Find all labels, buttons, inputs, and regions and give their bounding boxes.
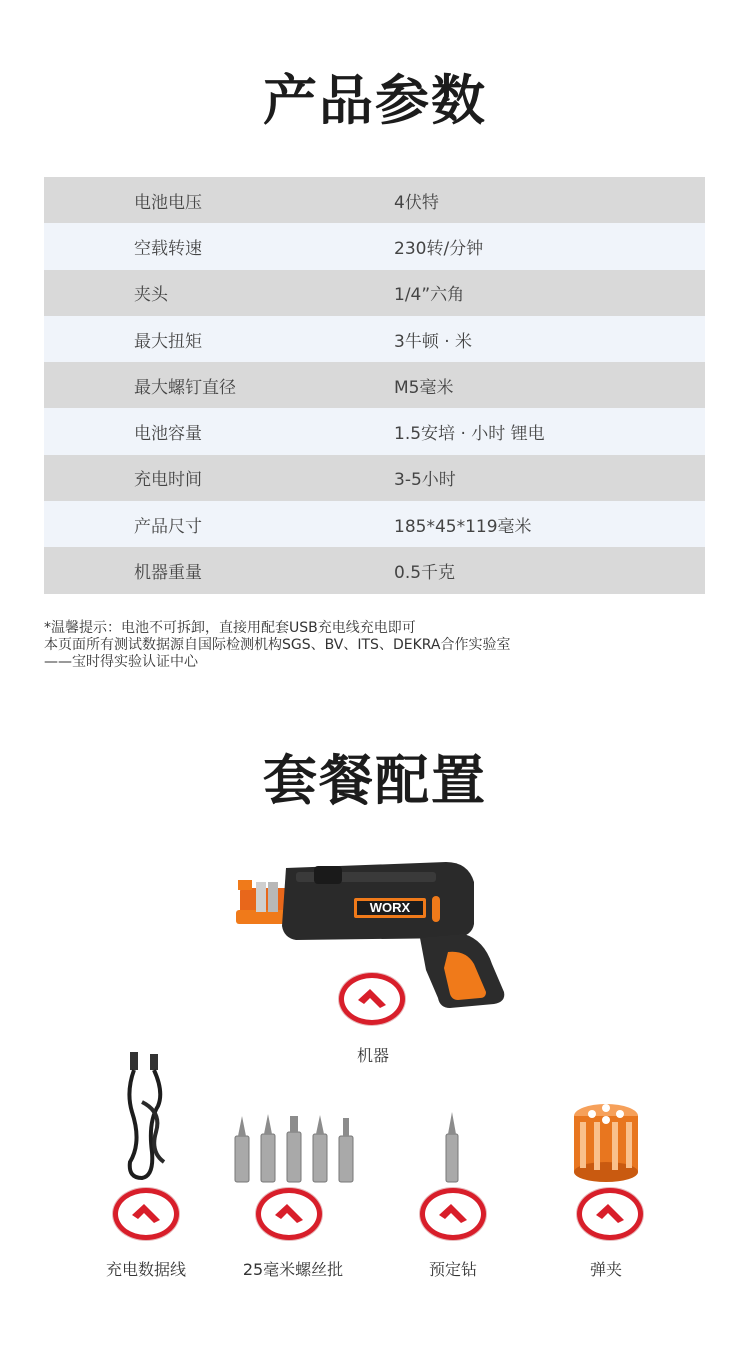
spec-row <box>44 223 705 269</box>
spec-row <box>44 316 705 362</box>
spec-row <box>44 547 705 593</box>
spec-label: 电池容量 <box>134 424 202 445</box>
item-caption-cable: 充电数据线 <box>105 1260 186 1279</box>
note-line: *温馨提示：电池不可拆卸，直接用配套USB充电线充电即可 <box>44 620 416 636</box>
spec-label: 最大螺钉直径 <box>134 377 236 398</box>
spec-value: 1/4”六角 <box>394 285 465 306</box>
badge-bits <box>256 1188 322 1240</box>
spec-row <box>44 455 705 501</box>
badge-main <box>339 973 405 1025</box>
notes <box>44 620 510 671</box>
spec-table <box>44 177 705 594</box>
spec-label: 机器重量 <box>134 563 202 584</box>
spec-row <box>44 362 705 408</box>
spec-row <box>44 501 705 547</box>
spec-value: 3牛顿 · 米 <box>394 331 473 352</box>
spec-row <box>44 408 705 454</box>
spec-value: M5毫米 <box>394 377 454 398</box>
spec-label: 产品尺寸 <box>134 516 202 537</box>
badge-cable <box>113 1188 179 1240</box>
spec-value: 3-5小时 <box>394 470 456 491</box>
section-title-package: 套餐配置 <box>263 749 487 812</box>
note-line: 本页面所有测试数据源自国际检测机构SGS、BV、ITS、DEKRA合作实验室 <box>44 637 511 653</box>
drill-bit-image <box>440 1110 464 1184</box>
spec-value: 185*45*119毫米 <box>394 516 532 537</box>
bits-image <box>230 1112 360 1184</box>
item-caption-magazine: 弹夹 <box>589 1260 622 1279</box>
spec-label: 夹头 <box>134 285 168 306</box>
spec-row <box>44 177 705 223</box>
spec-row <box>44 270 705 316</box>
spec-value: 230转/分钟 <box>394 238 484 259</box>
note-line: ——宝时得实验认证中心 <box>44 654 198 670</box>
badge-drill-bit <box>420 1188 486 1240</box>
spec-value: 4伏特 <box>394 192 439 213</box>
magazine-image <box>568 1102 644 1182</box>
spec-label: 充电时间 <box>134 470 202 491</box>
spec-label: 空载转速 <box>134 238 202 259</box>
item-caption-bits: 25毫米螺丝批 <box>242 1260 344 1279</box>
brand-logo: WORX <box>369 900 411 915</box>
item-caption-drill-bit: 预定钻 <box>428 1260 477 1279</box>
section-title-params: 产品参数 <box>263 69 487 132</box>
usb-cable-image <box>112 1052 182 1184</box>
spec-value: 1.5安培 · 小时 锂电 <box>394 424 545 445</box>
spec-value: 0.5千克 <box>394 563 456 584</box>
spec-label: 电池电压 <box>134 192 202 213</box>
badge-magazine <box>577 1188 643 1240</box>
spec-label: 最大扭矩 <box>134 331 202 352</box>
item-caption-machine: 机器 <box>356 1046 389 1065</box>
